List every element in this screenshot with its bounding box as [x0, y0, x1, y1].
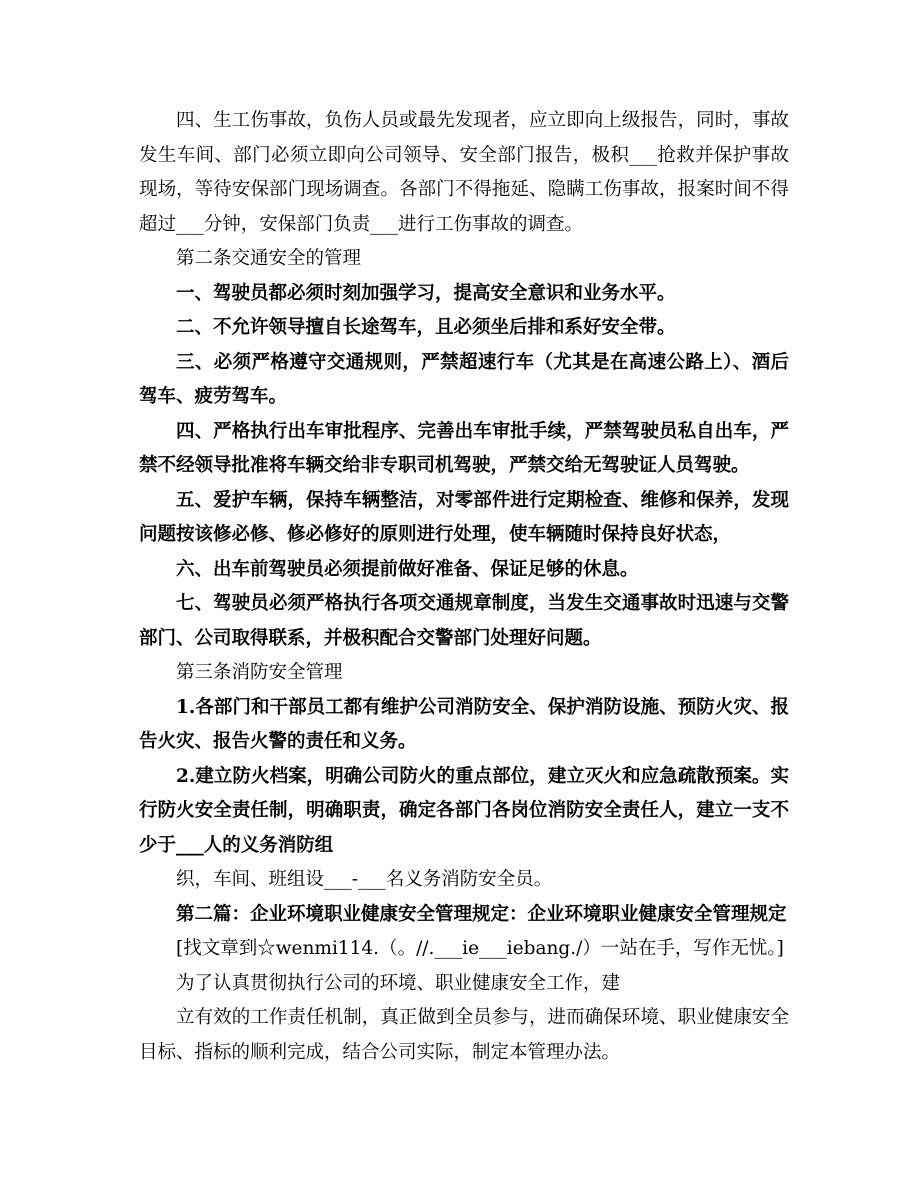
traffic-rule-5: 五、爱护车辆，保持车辆整洁，对零部件进行定期检查、维修和保养，发现问题按该修必修、修必修好的原则进行处理，使车辆随时保持良好状态， [139, 489, 789, 545]
section-heading-fire: 第三条消防安全管理 [176, 662, 343, 683]
intro-line: 为了认真贯彻执行公司的环境、职业健康安全工作，建 [176, 972, 621, 994]
traffic-rule-2: 二、不允许领导擅自长途驾车，且必须坐后排和系好安全带。 [176, 317, 676, 338]
source-note: [找文章到☆wenmi114.（。//.___ie___iebang./）一站在手，写作无忧。] [176, 938, 784, 959]
traffic-rule-4: 四、严格执行出车审批程序、完善出车审批手续，严禁驾驶员私自出车，严禁不经领导批准将车辆交给非专职司机驾驶，严禁交给无驾驶证人员驾驶。 [139, 420, 789, 476]
paragraph-injury-report: 四、生工伤事故，负伤人员或最先发现者，应立即向上级报告，同时，事故发生车间、部门必须立即向公司领导、安全部门报告，极积___抢救并保护事故现场，等待安保部门现场调查。各部门不得拖延、隐瞒工伤事故，报案时间不得超过___分钟，安保部门负责___进行工伤事故的调查。 [139, 110, 789, 235]
fire-rule-1: 1.各部门和干部员工都有维护公司消防安全、保护消防设施、预防火灾、报告火灾、报告火警的责任和义务。 [139, 696, 789, 752]
document-body [139, 104, 789, 1070]
part-two-title: 第二篇：企业环境职业健康安全管理规定：企业环境职业健康安全管理规定 [176, 903, 787, 925]
traffic-rule-7: 七、驾驶员必须严格执行各项交通规章制度，当发生交通事故时迅速与交警部门、公司取得联系，并极积配合交警部门处理好问题。 [139, 593, 789, 649]
fire-rule-2-continued: 织，车间、班组设___-___名义务消防安全员。 [176, 869, 553, 890]
traffic-rule-6: 六、出车前驾驶员必须提前做好准备、保证足够的休息。 [176, 558, 639, 580]
intro-paragraph: 立有效的工作责任机制，真正做到全员参与，进而确保环境、职业健康安全目标、指标的顺利完成，结合公司实际，制定本管理办法。 [139, 1007, 789, 1063]
traffic-rule-3: 三、必须严格遵守交通规则，严禁超速行车（尤其是在高速公路上）、酒后驾车、疲劳驾车。 [139, 351, 789, 407]
fire-rule-2: 2.建立防火档案，明确公司防火的重点部位，建立灭火和应急疏散预案。实行防火安全责任制，明确职责，确定各部门各岗位消防安全责任人，建立一支不少于___人的义务消防组 [139, 765, 789, 856]
traffic-rule-1: 一、驾驶员都必须时刻加强学习，提高安全意识和业务水平。 [176, 282, 676, 304]
section-heading-traffic: 第二条交通安全的管理 [176, 248, 362, 269]
